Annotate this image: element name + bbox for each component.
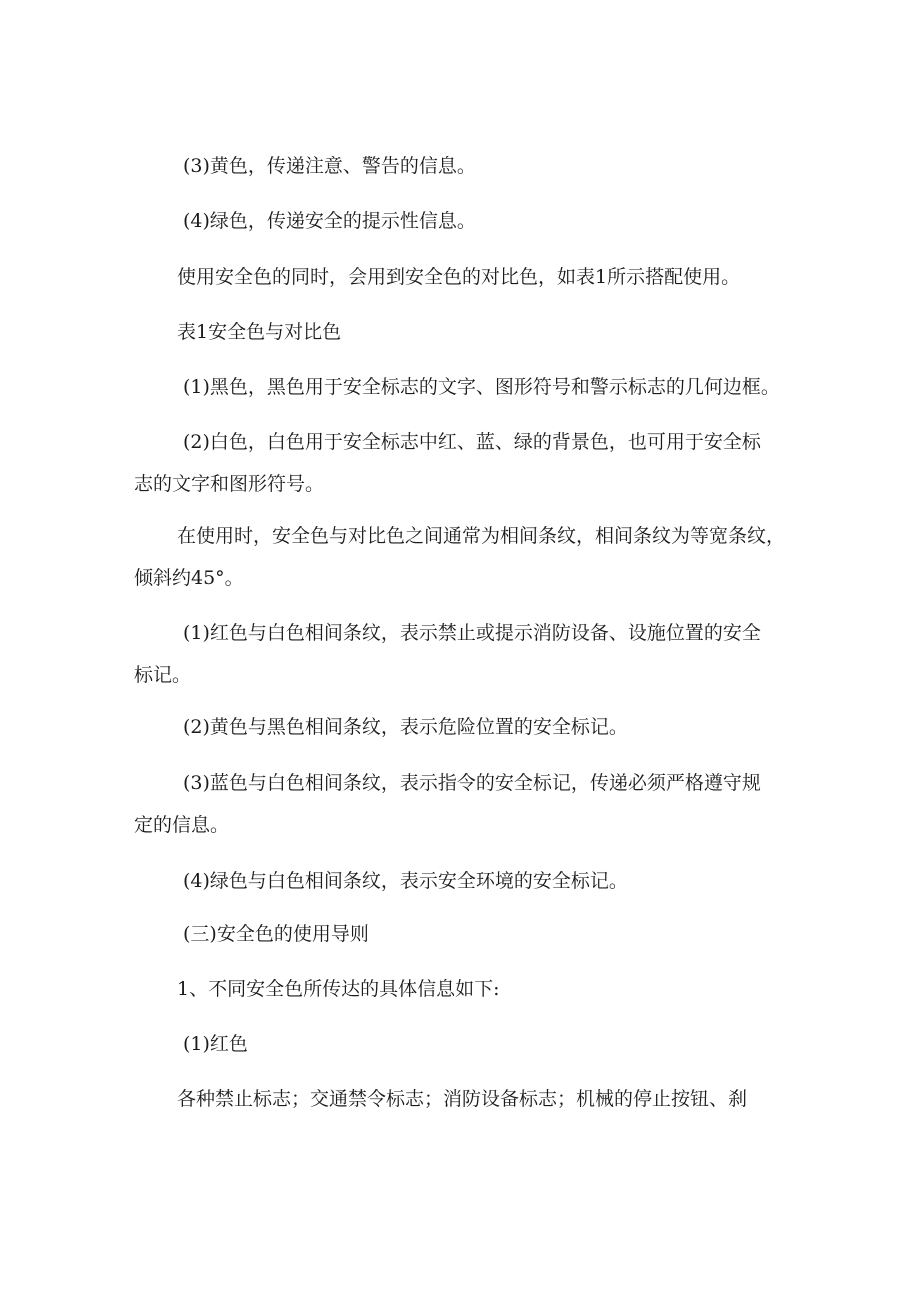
paragraph-line: 倾斜约45°。 xyxy=(134,567,244,589)
paragraph-line: 标记。 xyxy=(134,664,192,686)
paragraph-line: 使用安全色的同时，会用到安全色的对比色，如表1所示搭配使用。 xyxy=(177,266,741,288)
paragraph-line: (1)红色 xyxy=(183,1033,248,1055)
paragraph-line: 1、不同安全色所传达的具体信息如下: xyxy=(177,978,500,1000)
paragraph-line: (1)黑色，黑色用于安全标志的文字、图形符号和警示标志的几何边框。 xyxy=(183,376,780,398)
paragraph-line: 定的信息。 xyxy=(134,814,230,836)
paragraph-line: 在使用时，安全色与对比色之间通常为相间条纹，相间条纹为等宽条纹， xyxy=(177,525,786,547)
paragraph-line: (3)黄色，传递注意、警告的信息。 xyxy=(183,155,476,177)
paragraph-line: (4)绿色，传递安全的提示性信息。 xyxy=(183,210,476,232)
paragraph-line: (1)红色与白色相间条纹，表示禁止或提示消防设备、设施位置的安全 xyxy=(183,622,761,644)
paragraph-line: (2)黄色与黑色相间条纹，表示危险位置的安全标记。 xyxy=(183,716,628,738)
paragraph-line: 志的文字和图形符号。 xyxy=(134,473,325,495)
paragraph-line: (三)安全色的使用导则 xyxy=(183,923,369,945)
paragraph-line: (4)绿色与白色相间条纹，表示安全环境的安全标记。 xyxy=(183,870,628,892)
paragraph-line: (2)白色，白色用于安全标志中红、蓝、绿的背景色，也可用于安全标 xyxy=(183,431,761,453)
paragraph-line: 各种禁止标志；交通禁令标志；消防设备标志；机械的停止按钮、刹 xyxy=(177,1088,748,1110)
paragraph-line: 表1安全色与对比色 xyxy=(177,321,342,343)
paragraph-line: (3)蓝色与白色相间条纹，表示指令的安全标记，传递必须严格遵守规 xyxy=(183,772,761,794)
